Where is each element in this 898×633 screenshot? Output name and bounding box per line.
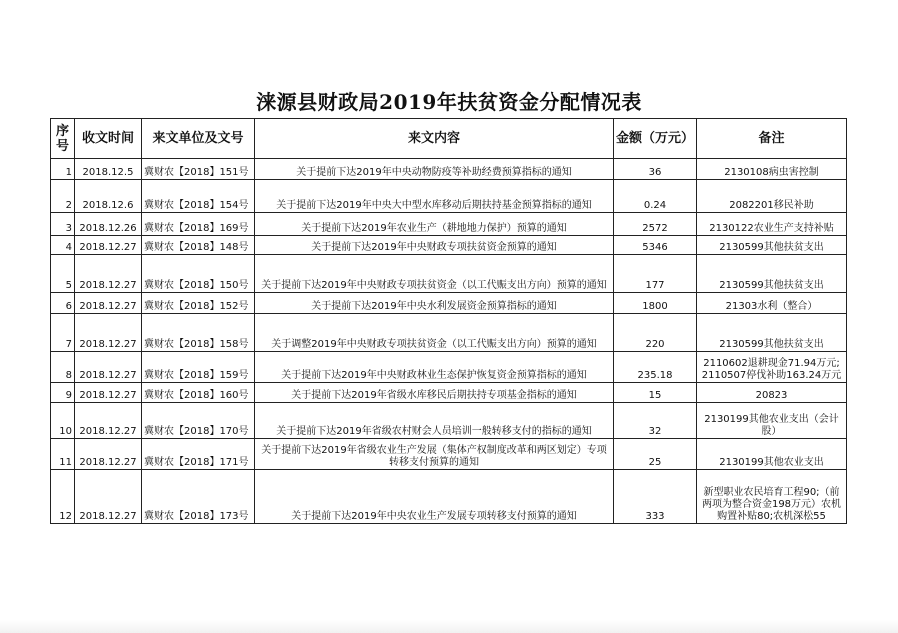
cell-no: 1 bbox=[51, 159, 75, 180]
table-row bbox=[51, 352, 847, 383]
cell-note bbox=[697, 213, 847, 236]
cell-unit: 冀财农【2018】173号 bbox=[142, 470, 255, 524]
table-row bbox=[51, 293, 847, 314]
cell-content: 关于调整2019年中央财政专项扶贫资金（以工代赈支出方向）预算的通知 bbox=[255, 314, 614, 352]
cell-content: 关于提前下达2019年中央水利发展资金预算指标的通知 bbox=[255, 293, 614, 314]
header-note: 备注 bbox=[697, 119, 847, 159]
cell-date: 2018.12.27 bbox=[75, 352, 142, 383]
cell-no: 8 bbox=[51, 352, 75, 383]
header-unit: 来文单位及文号 bbox=[142, 119, 255, 159]
cell-note bbox=[697, 470, 847, 524]
cell-amount: 15 bbox=[614, 383, 697, 403]
cell-amount: 177 bbox=[614, 255, 697, 293]
cell-note bbox=[697, 159, 847, 180]
cell-content: 关于提前下达2019年中央农业生产发展专项转移支付预算的通知 bbox=[255, 470, 614, 524]
cell-content: 关于提前下达2019年中央财政专项扶贫资金预算的通知 bbox=[255, 236, 614, 255]
header-content: 来文内容 bbox=[255, 119, 614, 159]
note-line: 2082201移民补助 bbox=[729, 200, 814, 211]
table-row bbox=[51, 403, 847, 439]
table-row bbox=[51, 213, 847, 236]
cell-date: 2018.12.27 bbox=[75, 383, 142, 403]
cell-no: 5 bbox=[51, 255, 75, 293]
cell-amount: 0.24 bbox=[614, 180, 697, 213]
cell-unit: 冀财农【2018】170号 bbox=[142, 403, 255, 439]
cell-unit: 冀财农【2018】158号 bbox=[142, 314, 255, 352]
cell-date: 2018.12.27 bbox=[75, 314, 142, 352]
cell-unit: 冀财农【2018】151号 bbox=[142, 159, 255, 180]
cell-amount: 2572 bbox=[614, 213, 697, 236]
cell-amount: 1800 bbox=[614, 293, 697, 314]
note-line: 2110507停伐补助163.24万元 bbox=[701, 370, 842, 381]
cell-content: 关于提前下达2019年省级农村财会人员培训一般转移支付的指标的通知 bbox=[255, 403, 614, 439]
cell-unit: 冀财农【2018】154号 bbox=[142, 180, 255, 213]
cell-no: 4 bbox=[51, 236, 75, 255]
cell-unit: 冀财农【2018】150号 bbox=[142, 255, 255, 293]
cell-date: 2018.12.27 bbox=[75, 439, 142, 470]
cell-amount: 5346 bbox=[614, 236, 697, 255]
cell-note bbox=[697, 403, 847, 439]
note-line: 2130599其他扶贫支出 bbox=[719, 339, 824, 350]
cell-no: 6 bbox=[51, 293, 75, 314]
header-row bbox=[51, 119, 847, 159]
note-line: 2110602退耕现金71.94万元; bbox=[703, 358, 840, 369]
cell-date: 2018.12.27 bbox=[75, 236, 142, 255]
cell-amount: 25 bbox=[614, 439, 697, 470]
cell-note bbox=[697, 314, 847, 352]
header-date: 收文时间 bbox=[75, 119, 142, 159]
cell-no: 2 bbox=[51, 180, 75, 213]
cell-content: 关于提前下达2019年农业生产（耕地地力保护）预算的通知 bbox=[255, 213, 614, 236]
cell-unit: 冀财农【2018】148号 bbox=[142, 236, 255, 255]
cell-date: 2018.12.6 bbox=[75, 180, 142, 213]
note-line: 2130599其他扶贫支出 bbox=[719, 280, 824, 291]
cell-date: 2018.12.27 bbox=[75, 255, 142, 293]
cell-no: 10 bbox=[51, 403, 75, 439]
table-row bbox=[51, 159, 847, 180]
scan-edge bbox=[0, 620, 898, 633]
cell-unit: 冀财农【2018】160号 bbox=[142, 383, 255, 403]
note-line: 新型职业农民培育工程90;（前两项为整合资金198万元）农机购置补贴80;农机深松55 bbox=[701, 487, 842, 522]
cell-date: 2018.12.27 bbox=[75, 293, 142, 314]
cell-no: 7 bbox=[51, 314, 75, 352]
cell-date: 2018.12.27 bbox=[75, 403, 142, 439]
cell-note bbox=[697, 352, 847, 383]
table-row bbox=[51, 180, 847, 213]
cell-no: 11 bbox=[51, 439, 75, 470]
note-line: 21303水利（整合） bbox=[725, 301, 818, 312]
cell-unit: 冀财农【2018】171号 bbox=[142, 439, 255, 470]
table-row bbox=[51, 314, 847, 352]
cell-content: 关于提前下达2019年省级农业生产发展（集体产权制度改革和两区划定）专项转移支付预算的通知 bbox=[255, 439, 614, 470]
cell-note bbox=[697, 180, 847, 213]
note-line: 2130199其他农业支出 bbox=[719, 457, 824, 468]
table-row bbox=[51, 236, 847, 255]
cell-amount: 333 bbox=[614, 470, 697, 524]
cell-date: 2018.12.5 bbox=[75, 159, 142, 180]
header-no: 序号 bbox=[51, 119, 75, 159]
cell-unit: 冀财农【2018】169号 bbox=[142, 213, 255, 236]
cell-unit: 冀财农【2018】152号 bbox=[142, 293, 255, 314]
table-row bbox=[51, 383, 847, 403]
cell-no: 3 bbox=[51, 213, 75, 236]
cell-no: 9 bbox=[51, 383, 75, 403]
cell-amount: 220 bbox=[614, 314, 697, 352]
note-line: 2130122农业生产支持补贴 bbox=[709, 223, 834, 234]
note-line: 20823 bbox=[755, 390, 788, 401]
page-title: 涞源县财政局2019年扶贫资金分配情况表 bbox=[256, 90, 642, 114]
cell-amount: 32 bbox=[614, 403, 697, 439]
note-line: 2130108病虫害控制 bbox=[724, 167, 819, 178]
cell-content: 关于提前下达2019年中央大中型水库移动后期扶持基金预算指标的通知 bbox=[255, 180, 614, 213]
cell-content: 关于提前下达2019年中央动物防疫等补助经费预算指标的通知 bbox=[255, 159, 614, 180]
cell-amount: 235.18 bbox=[614, 352, 697, 383]
cell-date: 2018.12.26 bbox=[75, 213, 142, 236]
note-line: 2130599其他扶贫支出 bbox=[719, 242, 824, 253]
table-row bbox=[51, 255, 847, 293]
cell-note bbox=[697, 255, 847, 293]
cell-content: 关于提前下达2019年中央财政专项扶贫资金（以工代赈支出方向）预算的通知 bbox=[255, 255, 614, 293]
header-amount: 金额（万元） bbox=[614, 119, 697, 159]
cell-note bbox=[697, 236, 847, 255]
table-row bbox=[51, 470, 847, 524]
cell-no: 12 bbox=[51, 470, 75, 524]
allocation-table bbox=[50, 118, 847, 524]
cell-amount: 36 bbox=[614, 159, 697, 180]
table-row bbox=[51, 439, 847, 470]
cell-note bbox=[697, 383, 847, 403]
note-line: 2130199其他农业支出（会计股） bbox=[704, 414, 839, 437]
cell-note bbox=[697, 439, 847, 470]
cell-unit: 冀财农【2018】159号 bbox=[142, 352, 255, 383]
cell-date: 2018.12.27 bbox=[75, 470, 142, 524]
cell-content: 关于提前下达2019年省级水库移民后期扶持专项基金指标的通知 bbox=[255, 383, 614, 403]
cell-note bbox=[697, 293, 847, 314]
cell-content: 关于提前下达2019年中央财政林业生态保护恢复资金预算指标的通知 bbox=[255, 352, 614, 383]
